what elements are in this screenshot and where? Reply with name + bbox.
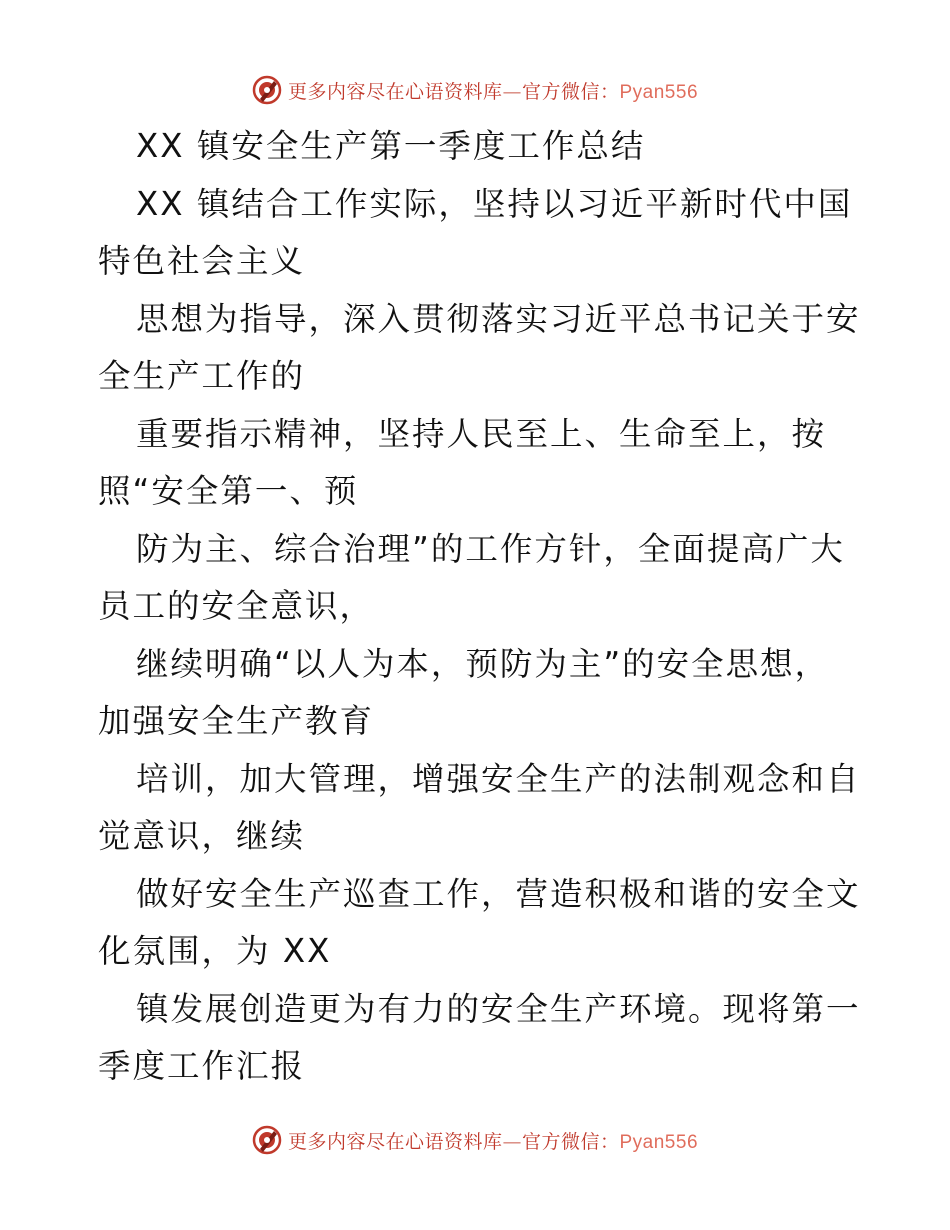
paragraph-line: 季度工作汇报 [98,1047,306,1085]
pen-logo-icon [252,75,282,105]
paragraph-line: 镇发展创造更为有力的安全生产环境。现将第一 [136,989,861,1028]
document-body [98,118,861,1096]
watermark-wechat-label: 官方微信： [521,1130,620,1153]
document-title: XX 镇安全生产第一季度工作总结 [136,127,646,165]
header-watermark-banner [0,70,950,110]
paragraph-line: 照“安全第一、预 [98,472,359,510]
paragraph-line: XX 镇结合工作实际，坚持以习近平新时代中国 [136,184,853,223]
watermark-text [288,1127,698,1154]
paragraph-line: 全生产工作的 [98,357,306,395]
paragraph-line: 重要指示精神，坚持人民至上、生命至上，按 [136,414,827,453]
watermark-text [288,77,698,104]
paragraph-line: 做好安全生产巡查工作，营造积极和谐的安全文 [136,874,861,913]
pen-logo-icon [252,1125,282,1155]
paragraph-line: 特色社会主义 [98,242,306,280]
footer-watermark-banner [0,1120,950,1160]
paragraph-line: 员工的安全意识， [98,587,375,625]
watermark-slogan: 更多内容尽在心语资料库 [287,1130,503,1153]
watermark-separator: — [502,1130,522,1153]
watermark-wechat-id: Pyan556 [619,1131,699,1153]
paragraph-line: 化氛围，为 XX [98,932,332,970]
paragraph-line: 觉意识，继续 [98,817,306,855]
watermark-wechat-id: Pyan556 [619,81,699,103]
paragraph-line: 继续明确“以人为本，预防为主”的安全思想， [136,644,830,683]
paragraph-line: 加强安全生产教育 [98,702,375,740]
paragraph-line: 防为主、综合治理”的工作方针，全面提高广大 [136,529,845,568]
paragraph-line: 思想为指导，深入贯彻落实习近平总书记关于安 [136,299,861,338]
paragraph-line: 培训，加大管理，增强安全生产的法制观念和自 [136,759,861,798]
watermark-slogan: 更多内容尽在心语资料库 [287,80,503,103]
watermark-separator: — [502,80,522,103]
watermark-wechat-label: 官方微信： [521,80,620,103]
